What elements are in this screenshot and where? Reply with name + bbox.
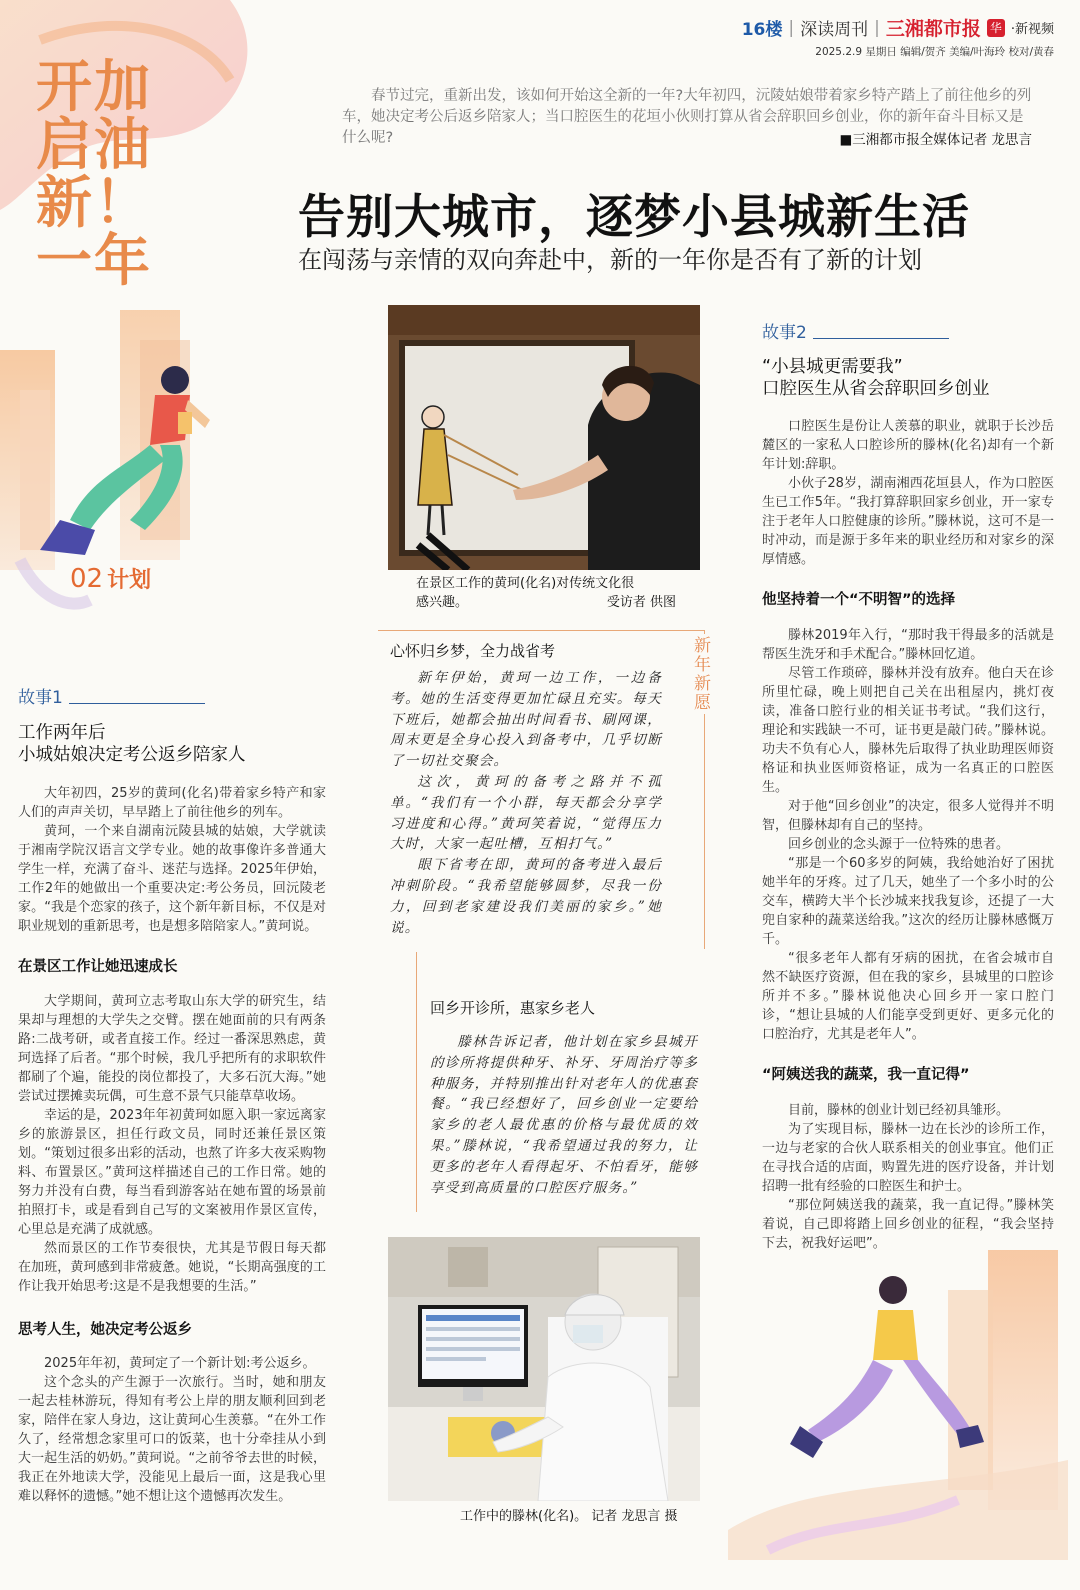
story2-title-line2: 口腔医生从省会辞职回乡创业 [762, 379, 990, 399]
photo-shadow-puppetry [388, 305, 700, 570]
story2-paragraph: 对于他“回乡创业”的决定，很多人觉得并不明智，但滕林却有自己的坚持。 [762, 799, 1054, 833]
story1-body-a [18, 784, 326, 936]
photo2-caption: 工作中的滕林(化名)。 记者 龙思言 摄 [460, 1509, 678, 1524]
middle2-paragraph: 滕林告诉记者，他计划在家乡县城开的诊所将提供种牙、补牙、牙周治疗等多种服务，并特别推出针对老年人的优惠套餐。“我已经想好了，回乡创业一定要给家乡的老人最优惠的价格与最优质的效果。”滕林说，“我希望通过我的努力，让更多的老年人看得起牙、不怕看牙，能够享受到高质量的口腔医疗服务。” [430, 1034, 698, 1196]
story1-paragraph: 2025年年初，黄珂定了一个新计划:考公返乡。 [44, 1356, 316, 1371]
story1-title-line2: 小城姑娘决定考公返乡陪家人 [18, 745, 246, 765]
story2-body-a [762, 417, 1054, 569]
story1-subtitle-1: 在景区工作让她迅速成长 [18, 959, 178, 975]
middle1-paragraph: 新年伊始，黄珂一边工作，一边备考。她的生活变得更加忙碌且充实。每天下班后，她都会抽出时间看书、刷网课，周末更是全身心投入到备考中，几乎切断了一切社交聚会。 [390, 670, 662, 770]
theme-calligraphy [36, 54, 152, 294]
app-name: ·新视频 [1010, 22, 1054, 37]
photo1-caption-line2: 感兴趣。 [416, 595, 469, 610]
story1-title [18, 722, 246, 766]
story2-paragraph: 滕林2019年入行，“那时我干得最多的活就是帮医生洗牙和手术配合。”滕林回忆道。 [762, 628, 1054, 662]
story1-title-line1: 工作两年后 [18, 723, 106, 743]
headline: 告别大城市，逐梦小县城新生活 [298, 190, 970, 245]
app-logo-icon: 华 [987, 19, 1005, 37]
story2-paragraph: 口腔医生是份让人羡慕的职业，就职于长沙岳麓区的一家私人口腔诊所的滕林(化名)却有一个新年计划:辞职。 [762, 419, 1054, 472]
plan-number: 02 [70, 564, 104, 594]
photo1-caption-line1: 在景区工作的黄珂(化名)对传统文化很 [416, 576, 635, 591]
story2-title [762, 356, 990, 400]
theme-line-2: 启油 [36, 112, 152, 178]
story2-paragraph: 回乡创业的念头源于一位特殊的患者。 [788, 837, 1010, 852]
photo-shadow-puppetry-art [388, 305, 700, 570]
page-floor: 16楼 [741, 20, 783, 40]
story2-label-text: 故事2 [762, 323, 807, 343]
middle1-subtitle: 心怀归乡梦，全力战省考 [390, 642, 556, 660]
decorative-runner-art [728, 1230, 1068, 1560]
theme-line-1: 开加 [36, 54, 152, 120]
plan-marker [70, 563, 151, 594]
middle1-paragraph: 这次，黄珂的备考之路并不孤单。“我们有一个小群，每天都会分享学习进度和心得。”黄珂笑着说，“觉得压力大时，大家一起吐槽，互相打气。” [390, 773, 662, 853]
middle1-paragraph: 眼下省考在即，黄珂的备考进入最后冲刺阶段。“我希望能够圆梦，尽我一份力，回到老家建设我们美丽的家乡。”她说。 [390, 857, 662, 936]
story1-paragraph: 这个念头的产生源于一次旅行。当时，她和朋友一起去桂林游玩，得知有考公上岸的朋友顺利回到老家，陪伴在家人身边，这让黄珂心生羡慕。“在外工作久了，经常想念家里可口的饭菜，也十分牵挂从小到大一起生活的奶奶。”黄珂说。“之前爷爷去世的时候，我正在外地读大学，没能见上最后一面，这是我心里难以释怀的遗憾。”她不想让这个遗憾再次发生。 [18, 1375, 326, 1504]
story2-paragraph: “很多老年人都有牙病的困扰，在省会城市自然不缺医疗资源，但在我的家乡，县城里的口腔诊所并不多。”滕林说他决心回乡开一家口腔门诊，“想让县城的人们能享受到更好、更多元化的口腔治疗，尤其是老年人”。 [762, 951, 1054, 1042]
photo1-caption [416, 574, 676, 612]
story2-subtitle-2: “阿姨送我的蔬菜，我一直记得” [762, 1067, 970, 1083]
middle2-body [430, 1032, 698, 1198]
subheadline: 在闯荡与亲情的双向奔赴中，新的一年你是否有了新的计划 [298, 246, 922, 274]
theme-line-4: 一年 [36, 228, 152, 294]
story2-paragraph: 目前，滕林的创业计划已经初具雏形。 [788, 1103, 1010, 1118]
story1-paragraph: 黄珂，一个来自湖南沅陵县城的姑娘，大学就读于湘南学院汉语言文学专业。她的故事像许多普通大学生一样，充满了奋斗、迷茫与选择。2025年伊始，工作2年的她做出一个重要决定:考公务员，回沅陵老家。“我是个恋家的孩子，这个新年新目标，不仅是对职业规划的重新思考，也是想多陪陪家人。”黄珂说。 [18, 824, 326, 934]
story1-label [18, 683, 205, 708]
section-name: 深读周刊 [800, 20, 869, 40]
photo1-credit: 受访者 供图 [606, 595, 676, 610]
story1-body-c [18, 1354, 326, 1506]
story1-label-text: 故事1 [18, 688, 63, 708]
story2-body-b [762, 626, 1054, 1044]
story2-paragraph: “那位阿姨送我的蔬菜，我一直记得。”滕林笑着说，自己即将踏上回乡创业的征程，“我会坚持下去，祝我好运吧”。 [762, 1198, 1054, 1251]
story2-paragraph: 小伙子28岁，湖南湘西花垣县人，作为口腔医生已工作5年。“我打算辞职回家乡创业，开一家专注于老年人口腔健康的诊所。”滕林说，这可不是一时冲动，而是源于多年来的职业经历和对家乡的深厚情感。 [762, 476, 1054, 567]
issue-details: 2025.2.9 星期日 编辑/贺齐 美编/叶海玲 校对/黄春 [815, 46, 1054, 58]
story2-paragraph: 为了实现目标，滕林一边在长沙的诊所工作，一边与老家的合伙人联系相关的创业事宜。他们正在寻找合适的店面，购置先进的医疗设备，并计划招聘一批有经验的口腔医生和护士。 [762, 1122, 1054, 1194]
middle2-subtitle: 回乡开诊所，惠家乡老人 [430, 999, 596, 1017]
story2-title-line1: “小县城更需要我” [762, 357, 903, 377]
story1-paragraph: 大学期间，黄珂立志考取山东大学的研究生，结果却与理想的大学失之交臂。摆在她面前的只有两条路:二战考研，或者直接工作。经过一番深思熟虑，黄珂选择了后者。“那个时候，我几乎把所有的求职软件都刷了个遍，能投的岗位都投了，大多石沉大海。”她尝试过摆摊卖玩偶，可生意不景气只能草草收场。 [18, 994, 326, 1104]
photo-dentist [388, 1237, 700, 1501]
middle1-body [390, 668, 662, 938]
story2-label [762, 318, 949, 343]
story1-paragraph: 大年初四，25岁的黄珂(化名)带着家乡特产和家人们的声声关切，早早踏上了前往他乡的列车。 [18, 786, 326, 820]
story2-subtitle-1: 他坚持着一个“不明智”的选择 [762, 592, 956, 608]
story2-paragraph: “那是一个60多岁的阿姨，我给她治好了困扰她半年的牙疼。过了几天，她坐了一个多小时的公交车，横跨大半个长沙城来找我复诊，还提了一大兜自家种的蔬菜送给我。”这次的经历让滕林感慨万千。 [762, 856, 1054, 947]
story1-paragraph: 幸运的是，2023年年初黄珂如愿入职一家远离家乡的旅游景区，担任行政文员，同时还兼任景区策划。“策划过很多出彩的活动，也熬了许多大夜采购物料、布置景区。”黄珂这样描述自己的工作日常。她的努力并没有白费，每当看到游客站在她布置的场景前拍照打卡，或是看到自己写的文案被用作景区宣传，心里总是充满了成就感。 [18, 1108, 326, 1237]
newspaper-name: 三湘都市报 [885, 18, 981, 40]
story1-body-b [18, 992, 326, 1296]
theme-line-3: 新！ [36, 170, 152, 236]
masthead: 16楼 | 深读周刊 | 三湘都市报 华 ·新视频 2025.2.9 星期日 编辑/贺齐 美编/叶海玲 校对/黄春 [742, 14, 1054, 59]
story2-paragraph: 尽管工作琐碎，滕林并没有放弃。他白天在诊所里忙碌，晚上则把自己关在出租屋内，挑灯夜读，准备口腔行业的相关证书考试。“我们这行，理论和实践缺一不可，证书更是敲门砖。”滕林说。功夫不负有心人，滕林先后取得了执业助理医师资格证和执业医师资格证，成为一名真正的口腔医生。 [762, 666, 1054, 795]
lead-paragraph: 春节过完，重新出发，该如何开始这全新的一年?大年初四，沅陵姑娘带着家乡特产踏上了前往他乡的列车，她决定考公后返乡陪家人；当口腔医生的花垣小伙则打算从省会辞职回乡创业，你的新年奋斗目标又是什么呢? [342, 88, 1032, 146]
vertical-label: 新年新愿 [688, 634, 713, 714]
photo-dentist-art [388, 1237, 700, 1501]
story1-paragraph: 然而景区的工作节奏很快，尤其是节假日每天都在加班，黄珂感到非常疲惫。她说，“长期高强度的工作让我开始思考:这是不是我想要的生活。” [18, 1241, 326, 1294]
story1-subtitle-2: 思考人生，她决定考公返乡 [18, 1322, 192, 1338]
byline: ■三湘都市报全媒体记者 龙思言 [839, 132, 1032, 148]
plan-text: 计划 [107, 567, 152, 593]
